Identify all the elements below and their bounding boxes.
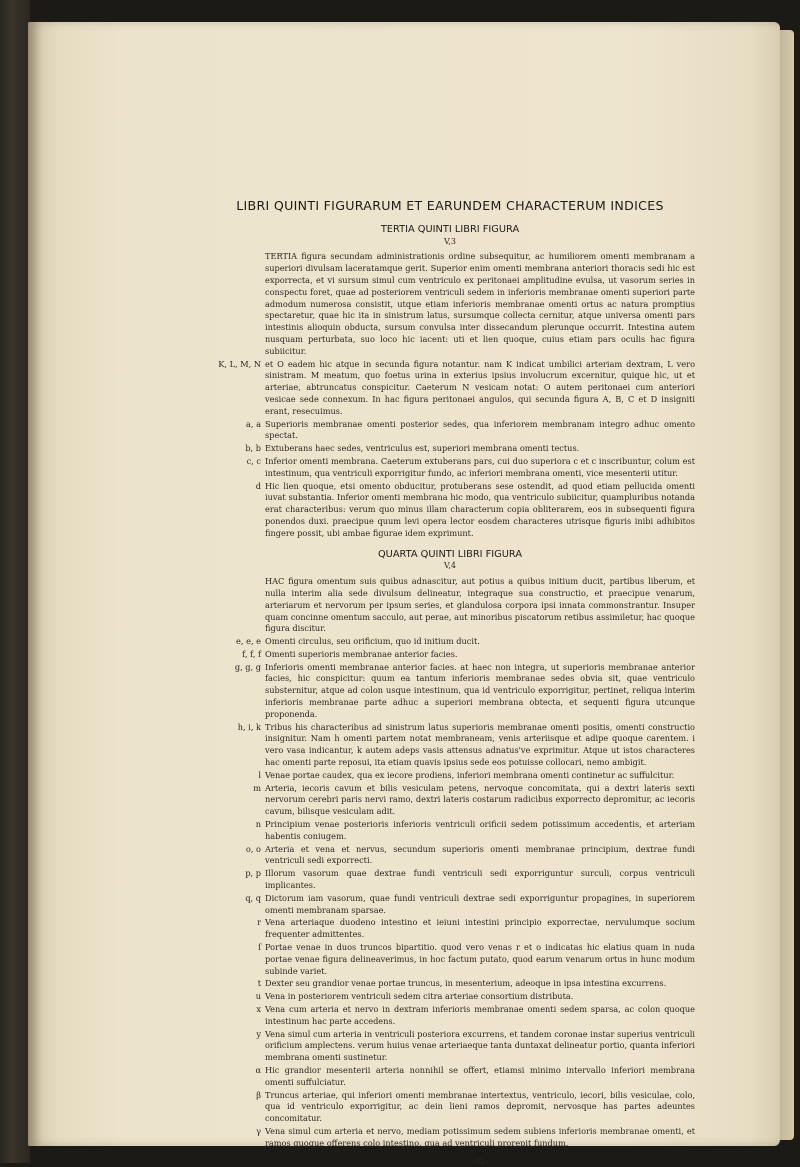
index-entry xyxy=(205,893,695,917)
entry-character-key: α xyxy=(255,1064,261,1075)
index-entry xyxy=(205,942,695,977)
entry-text: Hic grandior mesenterii arteria nonnihil se offert, etiamsi minimo intervallo inferiori membrana omenti suffulciatur. xyxy=(265,1064,695,1087)
entry-text: Omenti superioris membranae anterior facies. xyxy=(265,648,458,659)
section-intro-paragraph xyxy=(205,576,695,635)
index-entry xyxy=(205,978,695,990)
index-entry xyxy=(205,636,695,648)
index-entry xyxy=(205,1126,695,1150)
page-number: ‹82› xyxy=(471,1156,489,1166)
entry-character-key: r xyxy=(257,917,261,928)
entry-character-key: γ xyxy=(256,1125,261,1136)
entry-character-key: a, a xyxy=(246,418,261,429)
entry-character-key: p, p xyxy=(245,868,261,879)
section-figure-number: V,3 xyxy=(443,236,456,246)
index-entry xyxy=(205,662,695,721)
entry-text: Inferior omenti membrana. Caeterum extuberans pars, cui duo superiora c et c inscribuntur, colum est intestinum, qua ventriculi exporrigitur fundo, ac inferiori membrana omenti, vice mesenterii utitur. xyxy=(265,455,695,478)
entry-character-key: g, g, g xyxy=(234,661,261,672)
entry-text: Hic lien quoque, etsi omento obducitur, protuberans sese ostendit, ad quod etiam pellucida omenti iuvat substantia. Inferior omenti membrana hic modo, qua ventriculo subiicitur, quampluribus notanda erat characteribus: verum quo minus illam characterum copia obliterarem, eos in subsequenti figura ponendos duxi. praecipue quum levi opera lector eosdem characteres utrisque figuris inibi adhibitos fingere possit, ubi ambae figurae idem exprimunt. xyxy=(265,480,695,538)
section-title: QUARTA QUINTI LIBRI FIGURA xyxy=(377,548,523,560)
index-entry xyxy=(205,481,695,540)
entry-character-key: c, c xyxy=(246,455,261,466)
index-entry xyxy=(205,917,695,941)
entry-text: Arteria et vena et nervus, secundum superioris omenti membranae principium, dextrae fundi ventriculi sedi exporrecti. xyxy=(265,843,695,866)
index-entry xyxy=(205,991,695,1003)
entry-text: et O eadem hic atque in secunda figura notantur. nam K indicat umbilici arteriam dextram, L vero sinistram. M meatum, quo foetus urina in exterius ipsius involucrum excernitur, quique hic, ut et arteriae, abtruncatus conspicitur. Caeterum N vesicam notat: O autem peritonaei cum anteriori vesicae sede connexum. In hac figura peritonaei angulos, qui secunda figura A, B, C et D insigniti erant, resecuimus. xyxy=(265,358,695,416)
entry-text: Portae venae in duos truncos bipartitio. quod vero venas r et o indicatas hic elatius quam in nuda portae venae figura delineaverimus, in hoc factum putato, quod earum venarum ortus in hunc modum subinde variet. xyxy=(265,942,695,976)
index-entry xyxy=(205,649,695,661)
entry-character-key: t xyxy=(257,978,261,989)
entry-text: HAC figura omentum suis quibus adnascitur, aut potius a quibus initium ducit, partibus liberum, et nulla interim alia sede divulsum delineatur, integraque sua constructio, et praecipue venarum, arteriarum et nervorum per ipsum series, et glandulosa corpora ipsi innata commonstrantur. Insuper quam concinne omentum sacculo, aut perae, aut minoribus piscatorum retibus assimiletur, hac quoque figura discitur. xyxy=(265,576,695,634)
entry-character-key: e, e, e xyxy=(236,636,261,647)
entry-character-key: K, L, M, N xyxy=(218,358,261,369)
entry-character-key: u xyxy=(255,991,261,1002)
entry-text: Extuberans haec sedes, ventriculus est, superiori membrana omenti tectus. xyxy=(265,443,580,454)
index-entry xyxy=(205,1029,695,1064)
page-content xyxy=(205,200,695,1167)
entry-text: Inferioris omenti membranae anterior facies. at haec non integra, ut superioris membranae anterior facies, hic conspicitur: quum ea tantum inferioris membranae sedes obvia sit, quae ventriculo substernitur, atque ad colon usque intestinum, qua id ventriculo exporrigitur, pertinet, reliqua interim inferioris membranae parte adhuc a superiori membrana obtecta, et sequenti figura utcunque proponenda. xyxy=(265,661,695,719)
entry-text: Vena in posteriorem ventriculi sedem citra arteriae consortium distributa. xyxy=(265,991,574,1002)
entry-text: Vena arteriaque duodeno intestino et ieiuni intestini principio exporrectae, nervulumque socium frequenter admittentes. xyxy=(265,917,695,940)
index-entry xyxy=(205,1090,695,1125)
section-figure-number: V,4 xyxy=(443,561,456,571)
entry-character-key: q, q xyxy=(245,892,261,903)
entry-text: Truncus arteriae, qui inferiori omenti membranae intertextus, ventriculo, iecori, bilis vesiculae, colo, qua id ventriculo exporrigitur, ac dein lieni ramos depromit, nervosque has partes adeuntes concomitatur. xyxy=(265,1089,695,1124)
entry-character-key: h, i, k xyxy=(237,721,261,732)
entry-text: Omenti circulus, seu orificium, quo id initium ducit. xyxy=(265,636,480,647)
entry-character-key: y xyxy=(256,1028,261,1039)
entry-character-key: b, b xyxy=(245,443,261,454)
index-entry xyxy=(205,443,695,455)
page-title: LIBRI QUINTI FIGURARUM ET EARUNDEM CHARACTERUM INDICES xyxy=(236,198,664,213)
entry-text: Arteria, iecoris cavum et bilis vesiculam petens, nervoque concomitata, qui a dextri lateris sexti nervorum cerebri paris nervi ramo, dextri lateris costarum radicibus exporrecto depromitur, ac iecoris cavum, bilisque vesiculam adit. xyxy=(265,782,695,817)
page-gutter-shadow xyxy=(28,22,42,1146)
entry-text: Principium venae posterioris inferioris ventriculi orificii sedem potissimum accedentis, et arteriam habentis coniugem. xyxy=(265,819,695,841)
entry-text: Dictorum iam vasorum, quae fundi ventriculi dextrae sedi exporriguntur propagines, in superiorem omenti membranam sparsae. xyxy=(265,892,695,915)
index-entry xyxy=(205,819,695,843)
index-entry xyxy=(205,722,695,769)
entry-text: Vena simul cum arteria in ventriculi posteriora excurrens, et tandem coronae instar superius ventriculi orificium amplectens. verum huius venae arteriaeque tanta duntaxat delineatur portio, quanta inferiori membrana omenti sustinetur. xyxy=(265,1028,695,1063)
sections-container xyxy=(205,224,695,1150)
index-entry xyxy=(205,456,695,480)
book-binding xyxy=(0,0,30,1163)
entry-character-key: d xyxy=(255,480,261,491)
entry-text: TERTIA figura secundam administrationis ordine subsequitur, ac humiliorem omenti membranam a superiori divulsam laceratamque gerit. Superior enim omenti membrana anteriori thoracis sedi hic est exporrecta, et vi sursum simul cum ventriculo ex peritonaei amplitudine evulsa, ut vasorum series in conspectu foret, quae ad posteriorem ventriculi sedem in inferioris membranae omenti superiori parte admodum numerosa consistit, utque etiam inferioris membranae omenti ortus ac natura promptius spectaretur, quae hic ita in sinistrum latus, sursumque collecta cernitur, atque universa omenti pars intestinis alioquin obducta, sursum convulsa inter dissecandum plerunque occurrit. Intestina autem nusquam perturbata, suo loco hic iacent: uti et lien quoque, cuius etiam pars oculis hac figura subiicitur. xyxy=(265,251,695,356)
index-entry xyxy=(205,1065,695,1089)
entry-character-key: f, f, f xyxy=(242,648,261,659)
entry-character-key: x xyxy=(256,1004,261,1014)
entry-character-key: l xyxy=(258,769,261,780)
entry-character-key: β xyxy=(256,1089,261,1100)
index-entry xyxy=(205,783,695,818)
entry-text: Illorum vasorum quae dextrae fundi ventriculi sedi exporriguntur surculi, corpus ventriculi implicantes. xyxy=(265,868,695,891)
entry-text: Tribus his characteribus ad sinistrum latus superioris membranae omenti positis, omenti constructio insignitur. Nam h omenti partem notat membraneam, venis arteriisque et adipe quoque carentem. i vero vasa indicantur, k autem adeps vasis attensus adnatus've exprimitur. Atque ut istos characteres hac omenti parte reposui, ita etiam quavis ipsius sede eos potuisse collocari, nemo ambigit. xyxy=(265,721,695,768)
section-gap xyxy=(205,541,695,549)
index-entry xyxy=(205,770,695,782)
entry-text: Superioris membranae omenti posterior sedes, qua inferiorem membranam integro adhuc omento spectat. xyxy=(265,418,695,441)
entry-character-key: ſ xyxy=(257,942,261,953)
entry-text: Vena cum arteria et nervo in dextram inferioris membranae omenti sedem sparsa, ac colon quoque intestinum hac parte accedens. xyxy=(265,1004,695,1026)
index-entry xyxy=(205,868,695,892)
index-entry xyxy=(205,419,695,443)
index-entry xyxy=(205,359,695,418)
entry-text: Venae portae caudex, qua ex iecore prodiens, inferiori membrana omenti continetur ac suffulcitur. xyxy=(265,769,675,780)
entry-text: Dexter seu grandior venae portae truncus, in mesenterium, adeoque in ipsa intestina excurrens. xyxy=(265,978,667,989)
entry-text: Vena simul cum arteria et nervo, mediam potissimum sedem subiens inferioris membranae omenti, et ramos quoque offerens colo intestino, qua ad ventriculi prorepit fundum. xyxy=(265,1125,695,1148)
entry-character-key: o, o xyxy=(245,843,261,854)
section-title: TERTIA QUINTI LIBRI FIGURA xyxy=(380,223,520,235)
index-entry xyxy=(205,844,695,868)
entry-character-key: m xyxy=(253,782,261,793)
section-intro-paragraph xyxy=(205,251,695,357)
entry-character-key: n xyxy=(255,819,261,830)
index-entry xyxy=(205,1004,695,1028)
